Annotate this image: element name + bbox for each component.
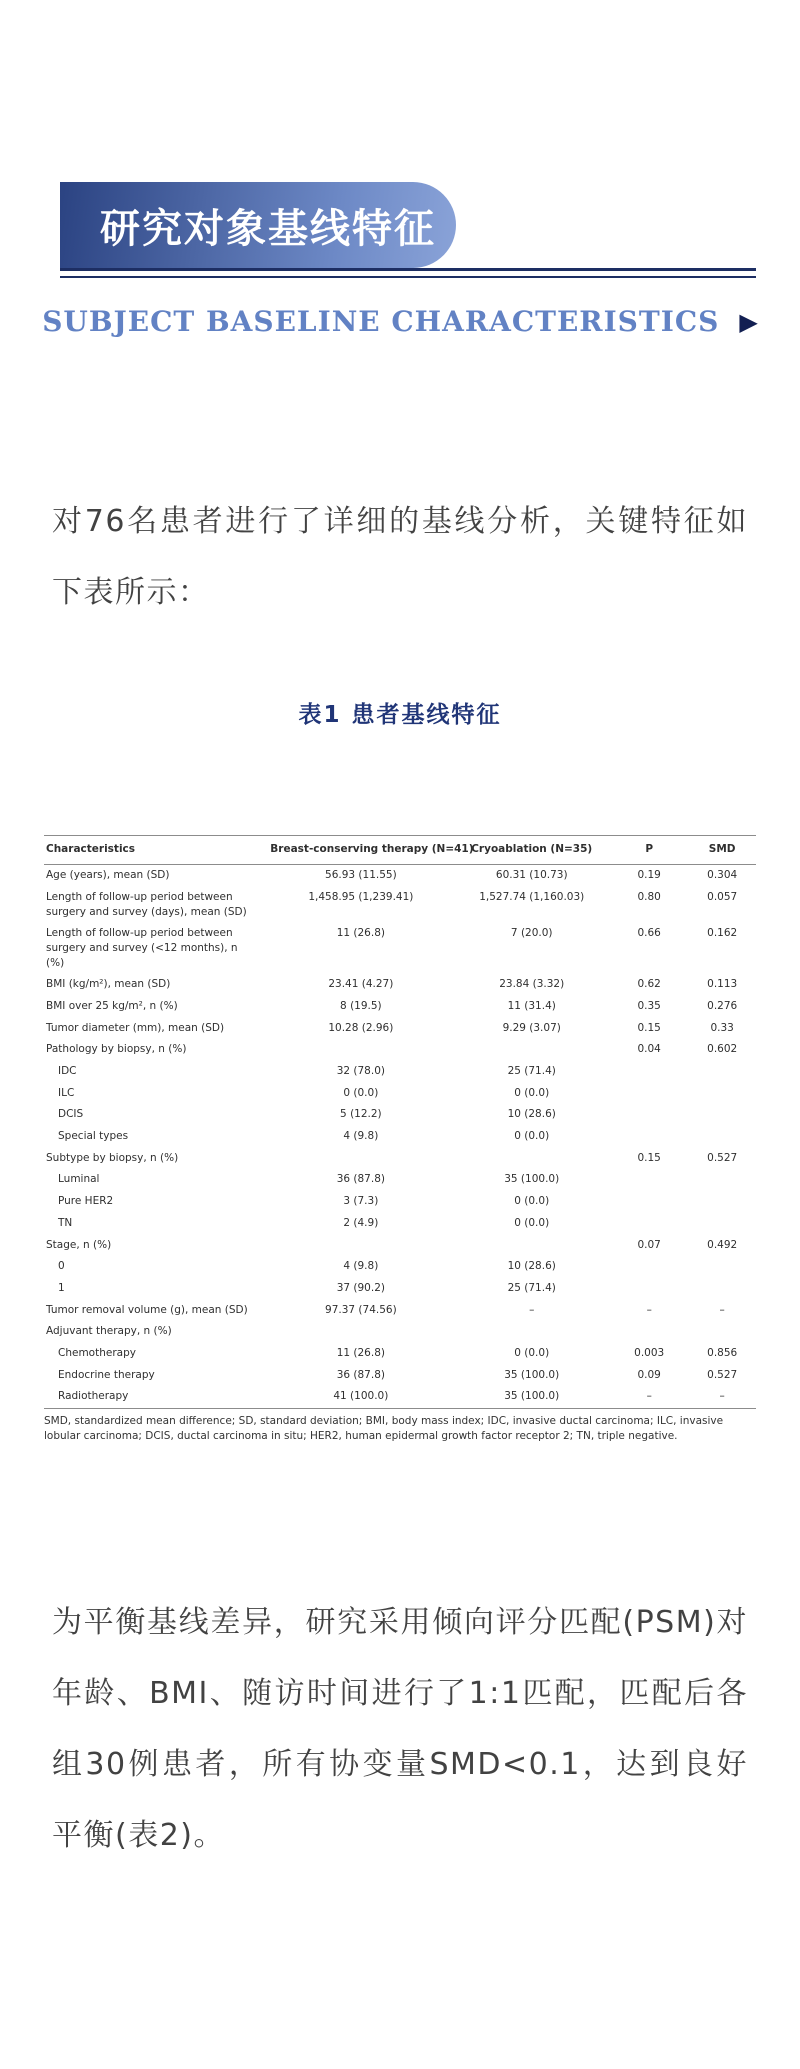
row-value: 7 (20.0) [510, 927, 553, 940]
row-value: 1,527.74 (1,160.03) [479, 890, 585, 903]
row-value [268, 1039, 453, 1061]
section-banner [60, 182, 456, 268]
row-value: 35 (100.0) [504, 1368, 560, 1381]
row-value [610, 1321, 688, 1343]
row-value: 0.09 [637, 1368, 661, 1381]
row-label: Special types [58, 1130, 129, 1143]
row-value: 0.492 [707, 1238, 738, 1251]
row-value: – [646, 1390, 652, 1403]
table-row [44, 1104, 756, 1126]
row-value [610, 1104, 688, 1126]
row-value: 0.003 [634, 1346, 665, 1359]
row-value: 3 (7.3) [343, 1195, 379, 1208]
row-value: 0.527 [707, 1368, 738, 1381]
row-value: – [719, 1303, 725, 1316]
column-header-characteristics: Characteristics [44, 836, 268, 865]
row-value: 36 (87.8) [336, 1368, 385, 1381]
row-label: Subtype by biopsy, n (%) [46, 1151, 179, 1164]
table-row [44, 864, 756, 886]
row-value: 97.37 (74.56) [325, 1303, 397, 1316]
column-header-bct: Breast-conserving therapy (N=41) [268, 836, 453, 865]
row-label: Length of follow-up period between surgery and survey (days), mean (SD) [46, 890, 247, 918]
table-row [44, 1017, 756, 1039]
row-value: 8 (19.5) [340, 999, 382, 1012]
row-value: 5 (12.2) [340, 1108, 382, 1121]
row-value [610, 1277, 688, 1299]
row-value [688, 1212, 756, 1234]
baseline-table [44, 835, 756, 1409]
row-label: Endocrine therapy [58, 1368, 155, 1381]
row-value: 0.856 [707, 1346, 738, 1359]
row-value: 37 (90.2) [336, 1281, 385, 1294]
section-title-en: SUBJECT BASELINE CHARACTERISTICS [42, 305, 720, 338]
row-value: 0.276 [707, 999, 738, 1012]
row-value [688, 1126, 756, 1148]
row-value [688, 1256, 756, 1278]
table-row [44, 974, 756, 996]
closing-paragraph: 为平衡基线差异，研究采用倾向评分匹配(PSM)对年龄、BMI、随访时间进行了1:1匹配，匹配后各组30例患者，所有协变量SMD<0.1，达到良好平衡(表2)。 [52, 1605, 748, 1854]
row-label: Pathology by biopsy, n (%) [46, 1043, 187, 1056]
row-value: 0 (0.0) [514, 1216, 550, 1229]
row-value: 0 (0.0) [514, 1086, 550, 1099]
table-row [44, 1234, 756, 1256]
row-value: 4 (9.8) [343, 1260, 379, 1273]
row-value: 0 (0.0) [343, 1086, 379, 1099]
row-label: DCIS [58, 1108, 84, 1121]
row-label: Length of follow-up period between surgery and survey (<12 months), n (%) [46, 927, 238, 969]
row-label: Age (years), mean (SD) [46, 869, 170, 882]
row-value [453, 1321, 610, 1343]
row-value [688, 1061, 756, 1083]
row-value [688, 1277, 756, 1299]
table-row [44, 1342, 756, 1364]
row-label: Radiotherapy [58, 1390, 129, 1403]
row-value: 1,458.95 (1,239.41) [308, 890, 414, 903]
table-row [44, 1191, 756, 1213]
row-label: Tumor diameter (mm), mean (SD) [46, 1021, 225, 1034]
row-value: 36 (87.8) [336, 1173, 385, 1186]
table-row [44, 1256, 756, 1278]
row-value [268, 1234, 453, 1256]
row-value [688, 1191, 756, 1213]
row-label: Tumor removal volume (g), mean (SD) [46, 1303, 248, 1316]
row-label: ILC [58, 1086, 75, 1099]
row-label: Chemotherapy [58, 1346, 136, 1359]
row-value: 41 (100.0) [333, 1390, 389, 1403]
table-row [44, 1299, 756, 1321]
row-value: 0 (0.0) [514, 1130, 550, 1143]
row-value: 0.602 [707, 1043, 738, 1056]
play-triangle-icon: ▶ [739, 307, 758, 336]
row-value: 23.84 (3.32) [499, 978, 565, 991]
row-label: Pure HER2 [58, 1195, 114, 1208]
row-value: 0.07 [637, 1238, 661, 1251]
row-value [688, 1082, 756, 1104]
row-label: Luminal [58, 1173, 100, 1186]
row-value: – [646, 1303, 652, 1316]
row-value: 0.15 [637, 1151, 661, 1164]
table-row [44, 1321, 756, 1343]
row-value: 11 (26.8) [336, 1346, 385, 1359]
row-label: BMI over 25 kg/m², n (%) [46, 999, 178, 1012]
table-row [44, 1082, 756, 1104]
row-label: BMI (kg/m²), mean (SD) [46, 978, 171, 991]
row-value: 0.19 [637, 869, 661, 882]
row-value [610, 1061, 688, 1083]
row-value: 35 (100.0) [504, 1390, 560, 1403]
row-label: 0 [58, 1260, 65, 1273]
row-value [688, 1169, 756, 1191]
table-row [44, 1277, 756, 1299]
table-row [44, 995, 756, 1017]
row-value: 0.162 [707, 927, 738, 940]
table-row [44, 1386, 756, 1408]
divider-line-thin [60, 276, 756, 278]
row-label: TN [58, 1216, 73, 1229]
table-row [44, 1364, 756, 1386]
row-value: 0.33 [710, 1021, 734, 1034]
row-value: 0 (0.0) [514, 1195, 550, 1208]
row-value: 10 (28.6) [507, 1260, 556, 1273]
column-header-p: P [610, 836, 688, 865]
row-value: 32 (78.0) [336, 1065, 385, 1078]
row-value [610, 1191, 688, 1213]
row-value: 11 (26.8) [336, 927, 385, 940]
row-label: Stage, n (%) [46, 1238, 112, 1251]
table-row [44, 886, 756, 922]
row-value: 0.04 [637, 1043, 661, 1056]
table-row [44, 1169, 756, 1191]
row-value: 0.304 [707, 869, 738, 882]
row-value [688, 1104, 756, 1126]
article-page [0, 182, 800, 2069]
row-value: 9.29 (3.07) [502, 1021, 561, 1034]
row-value: 0.80 [637, 890, 661, 903]
table-caption: 表1 患者基线特征 [298, 702, 502, 728]
row-value: 0.35 [637, 999, 661, 1012]
row-label: IDC [58, 1065, 77, 1078]
column-header-smd: SMD [688, 836, 756, 865]
row-value: 0 (0.0) [514, 1346, 550, 1359]
row-value [453, 1147, 610, 1169]
table-body [44, 864, 756, 1408]
row-value [268, 1321, 453, 1343]
row-value [610, 1256, 688, 1278]
row-value: 23.41 (4.27) [328, 978, 394, 991]
row-value [453, 1234, 610, 1256]
table-row [44, 1126, 756, 1148]
row-value: 35 (100.0) [504, 1173, 560, 1186]
table-row [44, 1212, 756, 1234]
row-value: 0.15 [637, 1021, 661, 1034]
column-header-cryoablation: Cryoablation (N=35) [453, 836, 610, 865]
row-label: Adjuvant therapy, n (%) [46, 1325, 172, 1338]
row-value [610, 1082, 688, 1104]
row-value: 10.28 (2.96) [328, 1021, 394, 1034]
table-row [44, 1147, 756, 1169]
row-value: 0.113 [707, 978, 738, 991]
row-value: 0.62 [637, 978, 661, 991]
table-row [44, 1061, 756, 1083]
table-row [44, 923, 756, 974]
table-footnote: SMD, standardized mean difference; SD, standard deviation; BMI, body mass index; IDC, invasive ductal carcinoma; ILC, invasive lobular carcinoma; DCIS, ductal carcinoma in situ; HER2, human epidermal growth factor receptor 2; TN, triple negative. [44, 1414, 724, 1443]
row-value: 0.527 [707, 1151, 738, 1164]
row-value: 25 (71.4) [507, 1065, 556, 1078]
row-value: 56.93 (11.55) [325, 869, 397, 882]
section-title-cn: 研究对象基线特征 [100, 204, 436, 252]
intro-paragraph: 对76名患者进行了详细的基线分析，关键特征如下表所示： [52, 504, 748, 610]
section-subtitle-row [0, 305, 800, 338]
row-value: 4 (9.8) [343, 1130, 379, 1143]
row-value: 0.057 [707, 890, 738, 903]
row-value [610, 1126, 688, 1148]
row-value: – [529, 1303, 535, 1316]
row-value: 10 (28.6) [507, 1108, 556, 1121]
row-value: 11 (31.4) [507, 999, 556, 1012]
row-value [268, 1147, 453, 1169]
row-value [688, 1321, 756, 1343]
row-label: 1 [58, 1281, 65, 1294]
row-value [453, 1039, 610, 1061]
row-value: – [719, 1390, 725, 1403]
divider-line-thick [60, 268, 756, 271]
row-value: 25 (71.4) [507, 1281, 556, 1294]
row-value: 60.31 (10.73) [495, 869, 568, 882]
row-value [610, 1169, 688, 1191]
row-value: 0.66 [637, 927, 661, 940]
table-header-row [44, 836, 756, 865]
row-value [610, 1212, 688, 1234]
row-value: 2 (4.9) [343, 1216, 379, 1229]
table-row [44, 1039, 756, 1061]
